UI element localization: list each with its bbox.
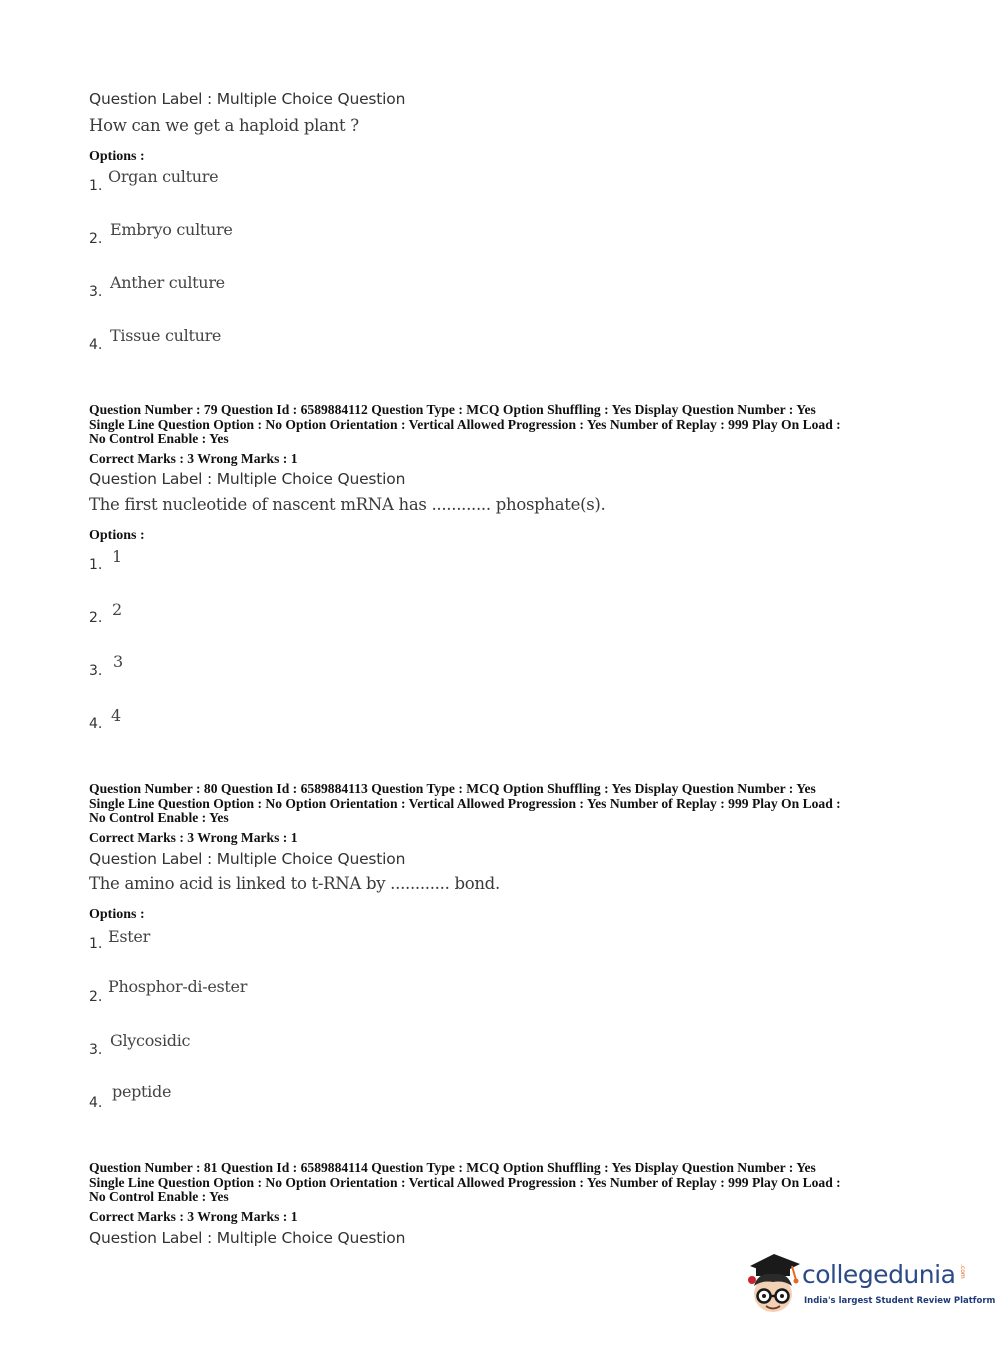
option-text: 2 xyxy=(112,600,122,619)
q79-meta-line-3: No Control Enable : Yes xyxy=(89,431,229,446)
q81-meta-line-1: Question Number : 81 Question Id : 6589884114 Question Type : MCQ Option Shuffling : Yes Display Question Number : Yes xyxy=(89,1160,816,1175)
option-number: 2. xyxy=(89,989,103,1005)
option-number: 4. xyxy=(89,337,103,353)
option-text: Embryo culture xyxy=(110,220,233,239)
option-text: Glycosidic xyxy=(110,1031,191,1050)
option-number: 1. xyxy=(89,936,103,952)
option-text: Anther culture xyxy=(110,273,225,292)
q80-meta-line-3: No Control Enable : Yes xyxy=(89,810,229,825)
logo-domain-suffix: .com xyxy=(959,1264,966,1279)
q80-meta-line-2: Single Line Question Option : No Option Orientation : Vertical Allowed Progression : Yes Number of Replay : 999 Play On Load : xyxy=(89,796,841,811)
option-number: 3. xyxy=(89,663,103,679)
q81-meta-line-3: No Control Enable : Yes xyxy=(89,1189,229,1204)
q79-options-heading: Options : xyxy=(89,528,145,543)
option-number: 2. xyxy=(89,231,103,247)
option-number: 2. xyxy=(89,610,103,626)
option-text: Ester xyxy=(108,927,150,946)
option-number: 3. xyxy=(89,1042,103,1058)
option-number: 4. xyxy=(89,1095,103,1111)
q78-options-heading: Options : xyxy=(89,149,145,164)
option-number: 1. xyxy=(89,557,103,573)
q79-meta-line-1: Question Number : 79 Question Id : 6589884112 Question Type : MCQ Option Shuffling : Yes Display Question Number : Yes xyxy=(89,402,816,417)
mascot-icon xyxy=(742,1250,802,1320)
q80-options-heading: Options : xyxy=(89,907,145,922)
q81-marks: Correct Marks : 3 Wrong Marks : 1 xyxy=(89,1209,298,1224)
option-text: 1 xyxy=(112,547,122,566)
q79-marks: Correct Marks : 3 Wrong Marks : 1 xyxy=(89,451,298,466)
q80-marks: Correct Marks : 3 Wrong Marks : 1 xyxy=(89,830,298,845)
option-text: Tissue culture xyxy=(110,326,222,345)
option-text: peptide xyxy=(112,1082,172,1101)
option-number: 4. xyxy=(89,716,103,732)
collegedunia-logo[interactable] xyxy=(742,1250,996,1320)
option-number: 1. xyxy=(89,178,103,194)
option-text: 3 xyxy=(113,652,123,671)
q81-meta-line-2: Single Line Question Option : No Option Orientation : Vertical Allowed Progression : Yes Number of Replay : 999 Play On Load : xyxy=(89,1175,841,1190)
q80-meta-line-1: Question Number : 80 Question Id : 6589884113 Question Type : MCQ Option Shuffling : Yes Display Question Number : Yes xyxy=(89,781,816,796)
q80-question-text: The amino acid is linked to t-RNA by ............ bond. xyxy=(89,874,500,893)
q79-meta-line-2: Single Line Question Option : No Option Orientation : Vertical Allowed Progression : Yes Number of Replay : 999 Play On Load : xyxy=(89,417,841,432)
option-number: 3. xyxy=(89,284,103,300)
q79-question-text: The first nucleotide of nascent mRNA has ............ phosphate(s). xyxy=(89,495,606,514)
option-text: Organ culture xyxy=(108,167,219,186)
option-text: 4 xyxy=(111,706,121,725)
q79-question-label: Question Label : Multiple Choice Question xyxy=(89,470,406,488)
q78-question-text: How can we get a haploid plant ? xyxy=(89,116,359,135)
option-text: Phosphor-di-ester xyxy=(108,977,248,996)
logo-brand-text: collegedunia xyxy=(802,1260,956,1289)
q80-question-label: Question Label : Multiple Choice Question xyxy=(89,850,406,868)
logo-tagline: India's largest Student Review Platform xyxy=(804,1296,996,1306)
q81-question-label: Question Label : Multiple Choice Question xyxy=(89,1229,406,1247)
q78-question-label: Question Label : Multiple Choice Question xyxy=(89,90,406,108)
